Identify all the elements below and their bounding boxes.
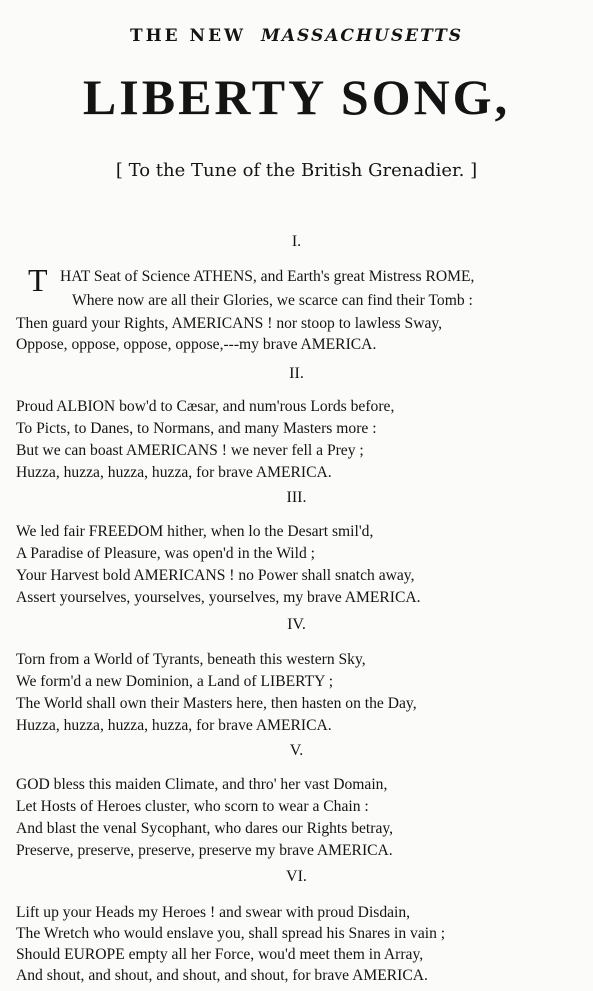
page-title: LIBERTY SONG,: [82, 69, 511, 125]
stanza-6-line-2: The Wretch who would enslave you, shall spread his Snares in vain ;: [16, 925, 446, 942]
stanza-5-line-4: Preserve, preserve, preserve, preserve my brave AMERICA.: [16, 842, 393, 859]
tune-note: [ To the Tune of the British Grenadier. ]: [115, 160, 478, 181]
stanza-6-line-3: Should EUROPE empty all her Force, wou'd meet them in Array,: [16, 946, 424, 963]
stanza-4-line-1: Torn from a World of Tyrants, beneath this western Sky,: [16, 651, 366, 668]
stanza-4-line-4: Huzza, huzza, huzza, huzza, for brave AMERICA.: [16, 717, 332, 734]
stanza-4-line-3: The World shall own their Masters here, then hasten on the Day,: [16, 695, 417, 712]
stanza-numeral-3: III.: [286, 489, 307, 506]
stanza-3-line-4: Assert yourselves, yourselves, yourselves, my brave AMERICA.: [16, 589, 421, 606]
stanza-4-line-2: We form'd a new Dominion, a Land of LIBERTY ;: [16, 673, 334, 690]
stanza-1-line-2: Where now are all their Glories, we scarce can find their Tomb :: [72, 292, 473, 309]
stanza-6-line-1: Lift up your Heads my Heroes ! and swear with proud Disdain,: [16, 904, 411, 921]
stanza-numeral-1: I.: [291, 233, 302, 250]
stanza-2-line-4: Huzza, huzza, huzza, huzza, for brave AMERICA.: [16, 464, 332, 481]
stanza-5-line-3: And blast the venal Sycophant, who dares our Rights betray,: [16, 820, 394, 837]
stanza-numeral-5: V.: [289, 742, 304, 759]
stanza-1-line-3: Then guard your Rights, AMERICANS ! nor stoop to lawless Sway,: [16, 315, 443, 332]
drop-cap: T: [28, 262, 48, 298]
stanza-1-line-4: Oppose, oppose, oppose, oppose,---my brave AMERICA.: [16, 336, 377, 353]
stanza-3-line-1: We led fair FREEDOM hither, when lo the Desart smil'd,: [16, 523, 374, 540]
title-prefix-line: [0, 26, 593, 46]
stanza-2-line-1: Proud ALBION bow'd to Cæsar, and num'rous Lords before,: [16, 398, 395, 415]
stanza-numeral-6: VI.: [286, 868, 307, 885]
stanza-6-line-4: And shout, and shout, and shout, and shout, for brave AMERICA.: [16, 967, 428, 984]
title-place: MASSACHUSETTS: [261, 26, 464, 46]
title-prefix: THE NEW: [129, 26, 247, 46]
stanza-2-line-3: But we can boast AMERICANS ! we never fell a Prey ;: [16, 442, 364, 459]
stanza-2-line-2: To Picts, to Danes, to Normans, and many Masters more :: [16, 420, 377, 437]
stanza-numeral-4: IV.: [287, 616, 306, 633]
stanza-3-line-3: Your Harvest bold AMERICANS ! no Power shall snatch away,: [16, 567, 415, 584]
stanza-3-line-2: A Paradise of Pleasure, was open'd in the Wild ;: [16, 545, 315, 562]
stanza-5-line-2: Let Hosts of Heroes cluster, who scorn to wear a Chain :: [16, 798, 369, 815]
stanza-5-line-1: GOD bless this maiden Climate, and thro' her vast Domain,: [16, 776, 388, 793]
stanza-numeral-2: II.: [289, 365, 304, 382]
stanza-1-line-1: HAT Seat of Science ATHENS, and Earth's great Mistress ROME,: [60, 268, 475, 285]
